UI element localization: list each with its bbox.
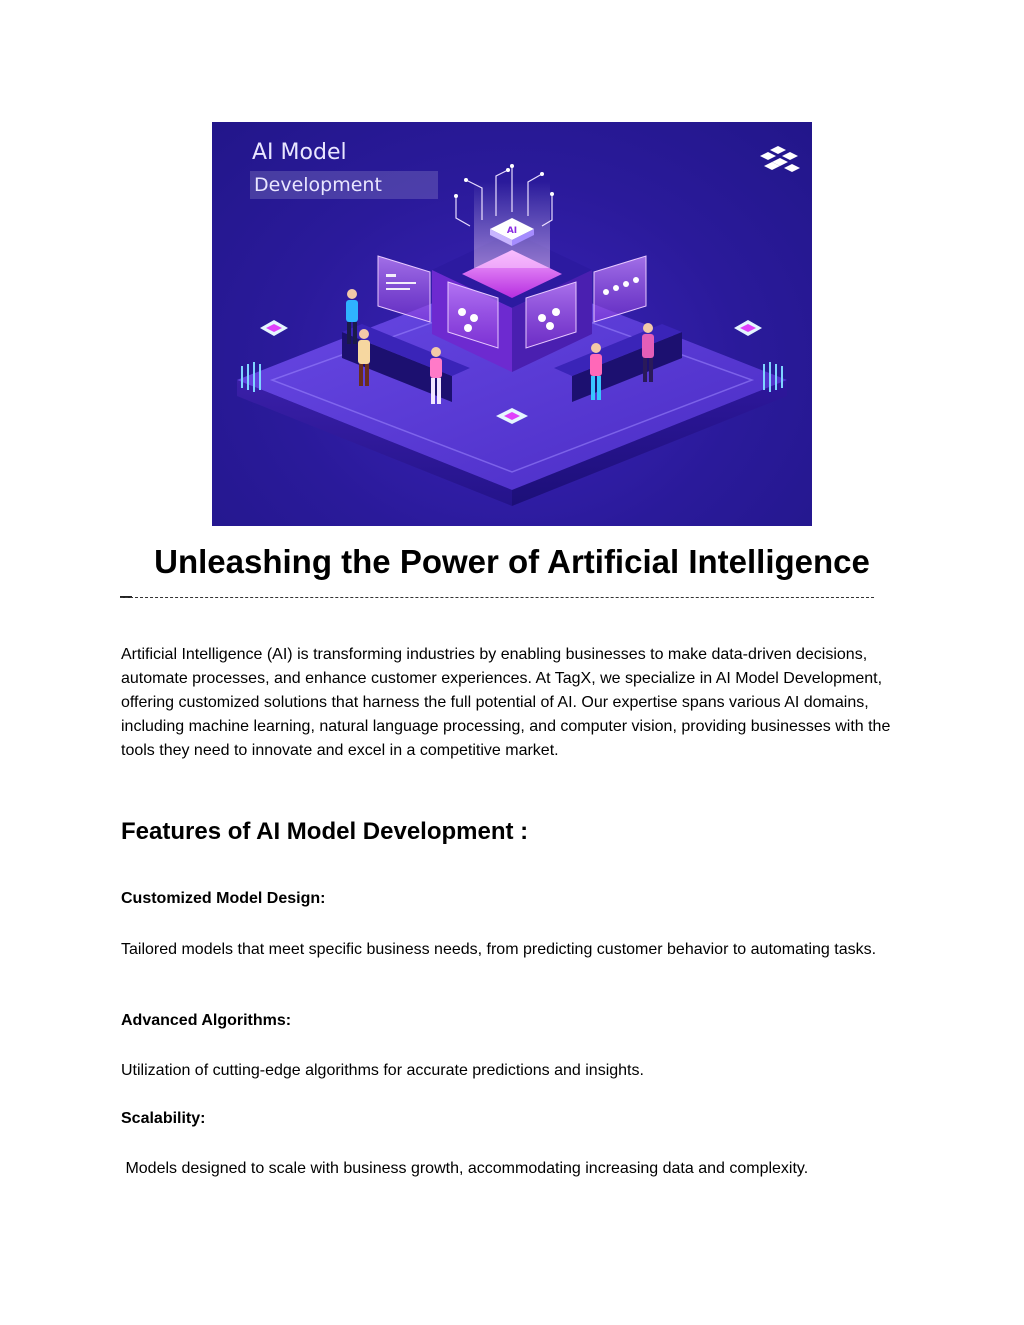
holo-panel-4 <box>594 256 646 322</box>
corner-pad-right <box>734 320 762 336</box>
brand-logo-icon <box>760 146 800 172</box>
feature-title-customized-model-design: Customized Model Design: <box>121 890 326 907</box>
divider <box>120 597 874 598</box>
hero-title <box>250 140 438 199</box>
ai-chip-label: AI <box>506 226 518 236</box>
feature-desc-advanced-algorithms: Utilization of cutting-edge algorithms for accurate predictions and insights. <box>121 1062 644 1079</box>
feature-desc-customized-model-design: Tailored models that meet specific business needs, from predicting customer behavior to automating tasks. <box>121 941 877 958</box>
corner-pad-left <box>260 320 288 336</box>
feature-title-scalability: Scalability: <box>121 1110 206 1127</box>
page-title: Unleashing the Power of Artificial Intelligence <box>154 543 870 580</box>
feature-title-advanced-algorithms: Advanced Algorithms: <box>121 1012 292 1029</box>
hero-title-line1: AI Model <box>252 140 347 165</box>
holo-panel-1 <box>378 256 430 322</box>
hero-title-line2: Development <box>250 171 438 199</box>
feature-desc-scalability: Models designed to scale with business growth, accommodating increasing data and complexity. <box>121 1160 809 1177</box>
intro-paragraph: Artificial Intelligence (AI) is transforming industries by enabling businesses to make data-driven decisions, automate processes, and enhance customer experiences. At TagX, we specialize in AI Model Development, offering customized solutions that harness the full potential of AI. Our expertise spans various AI domains, including machine learning, natural language processing, and computer vision, providing businesses with the tools they need to innovate and excel in a competitive market. <box>121 646 891 759</box>
features-heading: Features of AI Model Development : <box>121 818 529 845</box>
hero-illustration <box>212 122 812 526</box>
